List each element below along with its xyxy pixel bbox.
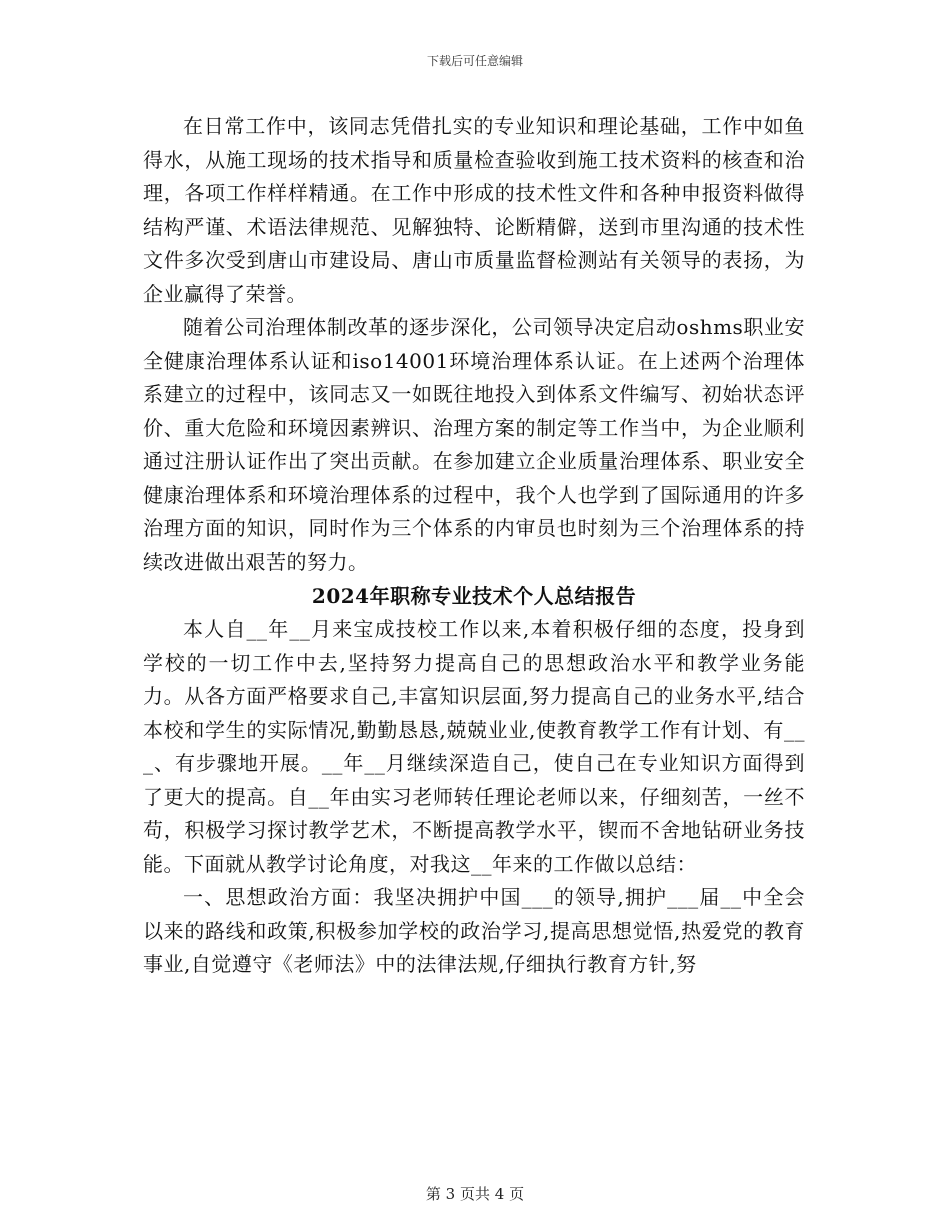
page-header-note: 下载后可任意编辑 — [426, 54, 523, 68]
document-body — [143, 110, 805, 982]
paragraph: 在日常工作中，该同志凭借扎实的专业知识和理论基础，工作中如鱼得水，从施工现场的技术指导和质量检查验收到施工技术资料的核查和治理，各项工作样样精通。在工作中形成的技术性文件和各种申报资料做得结构严谨、术语法律规范、见解独特、论断精僻，送到市里沟通的技术性文件多次受到唐山市建设局、唐山市质量监督检测站有关领导的表扬，为企业赢得了荣誉。 — [143, 114, 805, 306]
section-title: 2024年职称专业技术个人总结报告 — [311, 584, 637, 608]
paragraph: 本人自__年__月来宝成技校工作以来,本着积极仔细的态度，投身到学校的一切工作中去,坚持努力提高自己的思想政治水平和教学业务能力。从各方面严格要求自己,丰富知识层面,努力提高自己的业务水平,结合本校和学生的实际情况,勤勤恳恳,兢兢业业,使教育教学工作有计划、有___、有步骤地开展。__年__月继续深造自己，使自己在专业知识方面得到了更大的提高。自__年由实习老师转任理论老师以来，仔细刻苦，一丝不苟，积极学习探讨教学艺术，不断提高教学水平，锲而不舍地钻研业务技能。下面就从教学讨论角度，对我这__年来的工作做以总结： — [143, 617, 805, 876]
paragraph: 随着公司治理体制改革的逐步深化，公司领导决定启动oshms职业安全健康治理体系认证和iso14001环境治理体系认证。在上述两个治理体系建立的过程中，该同志又一如既往地投入到体系文件编写、初始状态评价、重大危险和环境因素辨识、治理方案的制定等工作当中，为企业顺利通过注册认证作出了突出贡献。在参加建立企业质量治理体系、职业安全健康治理体系和环境治理体系的过程中，我个人也学到了国际通用的许多治理方面的知识，同时作为三个体系的内审员也时刻为三个治理体系的持续改进做出艰苦的努力。 — [143, 315, 805, 574]
paragraph: 一、思想政治方面：我坚决拥护中国___的领导,拥护___届__中全会以来的路线和政策,积极参加学校的政治学习,提高思想觉悟,热爱党的教育事业,自觉遵守《老师法》中的法律法规,仔细执行教育方针,努 — [143, 885, 805, 976]
page-number: 第 3 页共 4 页 — [425, 1185, 525, 1203]
